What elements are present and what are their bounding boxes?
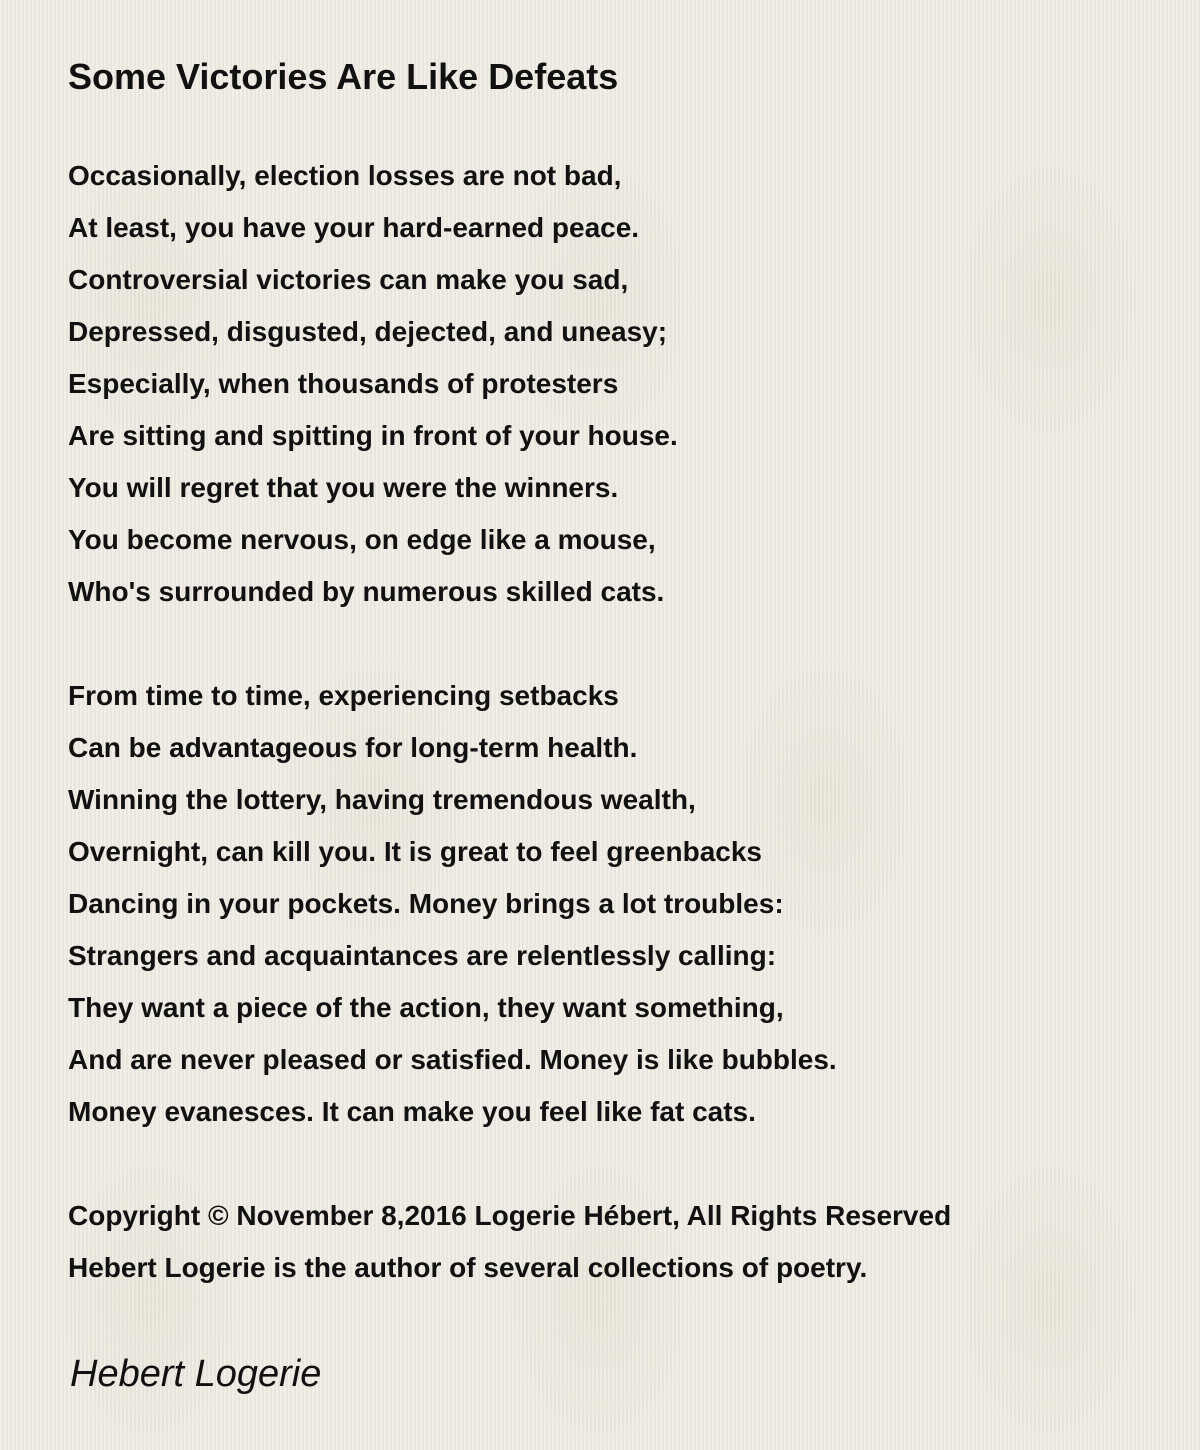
- poem-line: At least, you have your hard-earned peace.: [68, 212, 640, 243]
- poem-line: Are sitting and spitting in front of your house.: [68, 420, 678, 451]
- poem-line: Overnight, can kill you. It is great to feel greenbacks: [68, 836, 762, 867]
- copyright-line: Copyright © November 8,2016 Logerie Hébert, All Rights Reserved: [68, 1200, 952, 1231]
- poem-title: Some Victories Are Like Defeats: [68, 56, 619, 97]
- poem-line: Money evanesces. It can make you feel like fat cats.: [68, 1096, 756, 1127]
- poem-line: And are never pleased or satisfied. Money is like bubbles.: [68, 1044, 837, 1075]
- poem-container: [68, 52, 1148, 1294]
- author-name: Hebert Logerie: [70, 1353, 322, 1395]
- poem-line: They want a piece of the action, they want something,: [68, 992, 784, 1023]
- poem-line: You will regret that you were the winners.: [68, 472, 619, 503]
- poem-line: Winning the lottery, having tremendous wealth,: [68, 784, 696, 815]
- stanza-1: [68, 150, 1148, 618]
- poem-line: Depressed, disgusted, dejected, and uneasy;: [68, 316, 668, 347]
- poem-body: [68, 150, 1148, 1294]
- author-bio-line: Hebert Logerie is the author of several collections of poetry.: [68, 1252, 868, 1283]
- poem-line: From time to time, experiencing setbacks: [68, 680, 619, 711]
- poem-line: Can be advantageous for long-term health.: [68, 732, 638, 763]
- poem-line: Dancing in your pockets. Money brings a lot troubles:: [68, 888, 784, 919]
- copyright-notes: [68, 1190, 1148, 1294]
- poem-line: Strangers and acquaintances are relentlessly calling:: [68, 940, 777, 971]
- poem-line: You become nervous, on edge like a mouse,: [68, 524, 656, 555]
- stanza-2: [68, 670, 1148, 1138]
- poem-line: Occasionally, election losses are not bad,: [68, 160, 622, 191]
- poem-line: Who's surrounded by numerous skilled cats.: [68, 576, 665, 607]
- poem-line: Especially, when thousands of protesters: [68, 368, 619, 399]
- poem-line: Controversial victories can make you sad,: [68, 264, 629, 295]
